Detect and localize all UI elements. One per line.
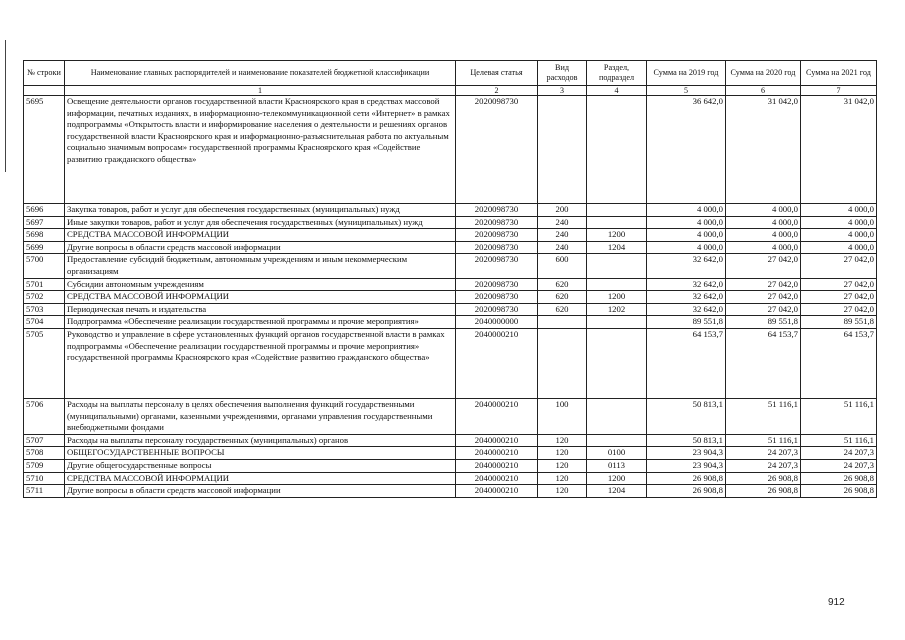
row-sum-2019: 32 642,0 [647, 303, 726, 316]
row-name: ОБЩЕГОСУДАРСТВЕННЫЕ ВОПРОСЫ [65, 447, 456, 460]
row-sum-2020: 51 116,1 [726, 434, 801, 447]
column-number: 2 [456, 86, 538, 96]
row-sum-2021: 89 551,8 [801, 316, 877, 329]
row-section [587, 434, 647, 447]
row-sum-2021: 26 908,8 [801, 485, 877, 498]
table-row [24, 96, 877, 204]
row-number: 5704 [24, 316, 65, 329]
row-sum-2021: 24 207,3 [801, 459, 877, 472]
row-name: Другие вопросы в области средств массовой информации [65, 485, 456, 498]
row-target-article: 2020098730 [456, 204, 538, 217]
row-expense-type: 600 [538, 254, 587, 278]
table-row [24, 241, 877, 254]
row-sum-2021: 24 207,3 [801, 447, 877, 460]
row-sum-2019: 50 813,1 [647, 434, 726, 447]
row-number: 5706 [24, 398, 65, 434]
table-row [24, 216, 877, 229]
row-name: Расходы на выплаты персоналу в целях обеспечения выполнения функций государственными (муниципальными) органами, казенными учреждениями, органами управления государственными внебюджетными фондами [65, 398, 456, 434]
row-sum-2019: 32 642,0 [647, 254, 726, 278]
row-expense-type: 240 [538, 216, 587, 229]
row-name: СРЕДСТВА МАССОВОЙ ИНФОРМАЦИИ [65, 229, 456, 242]
row-expense-type: 200 [538, 204, 587, 217]
row-target-article: 2040000210 [456, 447, 538, 460]
row-sum-2021: 4 000,0 [801, 241, 877, 254]
row-sum-2020: 27 042,0 [726, 291, 801, 304]
row-expense-type: 120 [538, 447, 587, 460]
row-section: 1204 [587, 485, 647, 498]
row-number: 5698 [24, 229, 65, 242]
table-row [24, 459, 877, 472]
row-target-article: 2040000210 [456, 434, 538, 447]
table-row [24, 204, 877, 217]
row-sum-2020: 27 042,0 [726, 254, 801, 278]
row-sum-2020: 89 551,8 [726, 316, 801, 329]
row-sum-2019: 64 153,7 [647, 328, 726, 398]
row-expense-type: 240 [538, 241, 587, 254]
row-number: 5709 [24, 459, 65, 472]
row-target-article: 2020098730 [456, 291, 538, 304]
row-target-article: 2040000210 [456, 459, 538, 472]
row-section: 1200 [587, 472, 647, 485]
table-row [24, 472, 877, 485]
column-number: 6 [726, 86, 801, 96]
row-number: 5701 [24, 278, 65, 291]
row-section: 1202 [587, 303, 647, 316]
row-section: 0100 [587, 447, 647, 460]
header-name: Наименование главных распорядителей и наименование показателей бюджетной классификации [65, 61, 456, 86]
row-section [587, 254, 647, 278]
row-number: 5705 [24, 328, 65, 398]
row-target-article: 2040000210 [456, 328, 538, 398]
row-sum-2021: 64 153,7 [801, 328, 877, 398]
row-section [587, 316, 647, 329]
column-number: 1 [65, 86, 456, 96]
row-section: 1200 [587, 229, 647, 242]
row-sum-2021: 51 116,1 [801, 398, 877, 434]
row-target-article: 2020098730 [456, 241, 538, 254]
row-sum-2019: 89 551,8 [647, 316, 726, 329]
row-expense-type [538, 316, 587, 329]
row-number: 5702 [24, 291, 65, 304]
row-name: Субсидии автономным учреждениям [65, 278, 456, 291]
row-section: 0113 [587, 459, 647, 472]
row-expense-type: 620 [538, 278, 587, 291]
row-number: 5703 [24, 303, 65, 316]
row-sum-2021: 31 042,0 [801, 96, 877, 204]
row-expense-type: 120 [538, 485, 587, 498]
row-section [587, 96, 647, 204]
row-sum-2021: 4 000,0 [801, 216, 877, 229]
row-expense-type: 100 [538, 398, 587, 434]
row-expense-type [538, 96, 587, 204]
header-sum-2021: Сумма на 2021 год [801, 61, 877, 86]
row-sum-2019: 4 000,0 [647, 204, 726, 217]
budget-table [23, 60, 877, 498]
row-expense-type: 120 [538, 459, 587, 472]
row-section [587, 278, 647, 291]
row-number: 5711 [24, 485, 65, 498]
row-target-article: 2020098730 [456, 254, 538, 278]
row-sum-2021: 27 042,0 [801, 291, 877, 304]
row-sum-2019: 23 904,3 [647, 447, 726, 460]
table-row [24, 328, 877, 398]
row-sum-2021: 26 908,8 [801, 472, 877, 485]
table-row [24, 229, 877, 242]
row-sum-2019: 4 000,0 [647, 229, 726, 242]
table-row [24, 434, 877, 447]
header-expense-type: Вид расходов [538, 61, 587, 86]
row-sum-2019: 23 904,3 [647, 459, 726, 472]
row-number: 5708 [24, 447, 65, 460]
row-section [587, 328, 647, 398]
row-name: Руководство и управление в сфере установленных функций органов государственной власти в рамках подпрограммы «Обеспечение реализации государственной программы и прочие мероприятия» государственной программы Красноярского края «Содействие развитию гражданского общества» [65, 328, 456, 398]
row-sum-2019: 4 000,0 [647, 216, 726, 229]
row-target-article: 2040000210 [456, 472, 538, 485]
row-number: 5699 [24, 241, 65, 254]
row-number: 5700 [24, 254, 65, 278]
row-target-article: 2020098730 [456, 229, 538, 242]
row-name: СРЕДСТВА МАССОВОЙ ИНФОРМАЦИИ [65, 472, 456, 485]
row-sum-2020: 26 908,8 [726, 485, 801, 498]
row-sum-2020: 64 153,7 [726, 328, 801, 398]
table-row [24, 291, 877, 304]
row-sum-2019: 32 642,0 [647, 278, 726, 291]
row-sum-2020: 26 908,8 [726, 472, 801, 485]
row-sum-2020: 4 000,0 [726, 216, 801, 229]
row-section [587, 398, 647, 434]
row-target-article: 2040000210 [456, 485, 538, 498]
row-target-article: 2040000210 [456, 398, 538, 434]
row-name: Другие вопросы в области средств массовой информации [65, 241, 456, 254]
row-sum-2021: 27 042,0 [801, 303, 877, 316]
column-number-row [24, 86, 877, 96]
column-number [24, 86, 65, 96]
row-number: 5695 [24, 96, 65, 204]
column-number: 4 [587, 86, 647, 96]
row-name: Закупка товаров, работ и услуг для обеспечения государственных (муниципальных) нужд [65, 204, 456, 217]
column-number: 3 [538, 86, 587, 96]
row-name: Расходы на выплаты персоналу государственных (муниципальных) органов [65, 434, 456, 447]
row-sum-2021: 27 042,0 [801, 278, 877, 291]
row-name: Освещение деятельности органов государственной власти Красноярского края в средствах массовой информации, печатных изданиях, в информационно-телекоммуникационной сети «Интернет» в рамках подпрограммы «Открытость власти и информирование населения о деятельности и решениях органов государственной власти Красноярского края и информационно-разъяснительная работа по актуальным социально значимым вопросам» государственной программы Красноярского края «Содействие развитию гражданского общества» [65, 96, 456, 204]
row-sum-2019: 26 908,8 [647, 485, 726, 498]
row-sum-2019: 26 908,8 [647, 472, 726, 485]
row-sum-2019: 32 642,0 [647, 291, 726, 304]
header-section: Раздел, подраздел [587, 61, 647, 86]
row-section [587, 204, 647, 217]
row-sum-2020: 51 116,1 [726, 398, 801, 434]
row-section [587, 216, 647, 229]
table-row [24, 316, 877, 329]
row-name: Подпрограмма «Обеспечение реализации государственной программы и прочие мероприятия» [65, 316, 456, 329]
row-sum-2019: 4 000,0 [647, 241, 726, 254]
row-name: Другие общегосударственные вопросы [65, 459, 456, 472]
header-target-article: Целевая статья [456, 61, 538, 86]
column-number: 5 [647, 86, 726, 96]
row-name: Периодическая печать и издательства [65, 303, 456, 316]
row-target-article: 2020098730 [456, 216, 538, 229]
table-row [24, 398, 877, 434]
table-header-row [24, 61, 877, 86]
row-sum-2021: 4 000,0 [801, 229, 877, 242]
table-row [24, 447, 877, 460]
row-target-article: 2020098730 [456, 96, 538, 204]
row-sum-2020: 4 000,0 [726, 241, 801, 254]
row-sum-2020: 31 042,0 [726, 96, 801, 204]
row-sum-2020: 4 000,0 [726, 229, 801, 242]
column-number: 7 [801, 86, 877, 96]
row-name: Иные закупки товаров, работ и услуг для обеспечения государственных (муниципальных) нужд [65, 216, 456, 229]
page-number: 912 [828, 597, 845, 608]
row-name: Предоставление субсидий бюджетным, автономным учреждениям и иным некоммерческим организациям [65, 254, 456, 278]
table-row [24, 485, 877, 498]
table-row [24, 254, 877, 278]
row-sum-2020: 24 207,3 [726, 459, 801, 472]
row-number: 5697 [24, 216, 65, 229]
row-sum-2020: 27 042,0 [726, 278, 801, 291]
row-sum-2021: 4 000,0 [801, 204, 877, 217]
row-expense-type: 240 [538, 229, 587, 242]
row-expense-type: 120 [538, 472, 587, 485]
row-section: 1200 [587, 291, 647, 304]
table-row [24, 303, 877, 316]
row-section: 1204 [587, 241, 647, 254]
row-expense-type: 620 [538, 291, 587, 304]
row-sum-2020: 4 000,0 [726, 204, 801, 217]
row-sum-2019: 50 813,1 [647, 398, 726, 434]
row-sum-2020: 27 042,0 [726, 303, 801, 316]
header-row-number: № строки [24, 61, 65, 86]
row-number: 5696 [24, 204, 65, 217]
table-row [24, 278, 877, 291]
row-target-article: 2020098730 [456, 303, 538, 316]
row-sum-2021: 51 116,1 [801, 434, 877, 447]
row-sum-2019: 36 642,0 [647, 96, 726, 204]
binding-margin-line [5, 40, 6, 172]
row-name: СРЕДСТВА МАССОВОЙ ИНФОРМАЦИИ [65, 291, 456, 304]
row-number: 5707 [24, 434, 65, 447]
row-expense-type: 120 [538, 434, 587, 447]
header-sum-2019: Сумма на 2019 год [647, 61, 726, 86]
row-expense-type: 620 [538, 303, 587, 316]
row-number: 5710 [24, 472, 65, 485]
row-target-article: 2020098730 [456, 278, 538, 291]
row-expense-type [538, 328, 587, 398]
row-target-article: 2040000000 [456, 316, 538, 329]
header-sum-2020: Сумма на 2020 год [726, 61, 801, 86]
row-sum-2020: 24 207,3 [726, 447, 801, 460]
row-sum-2021: 27 042,0 [801, 254, 877, 278]
